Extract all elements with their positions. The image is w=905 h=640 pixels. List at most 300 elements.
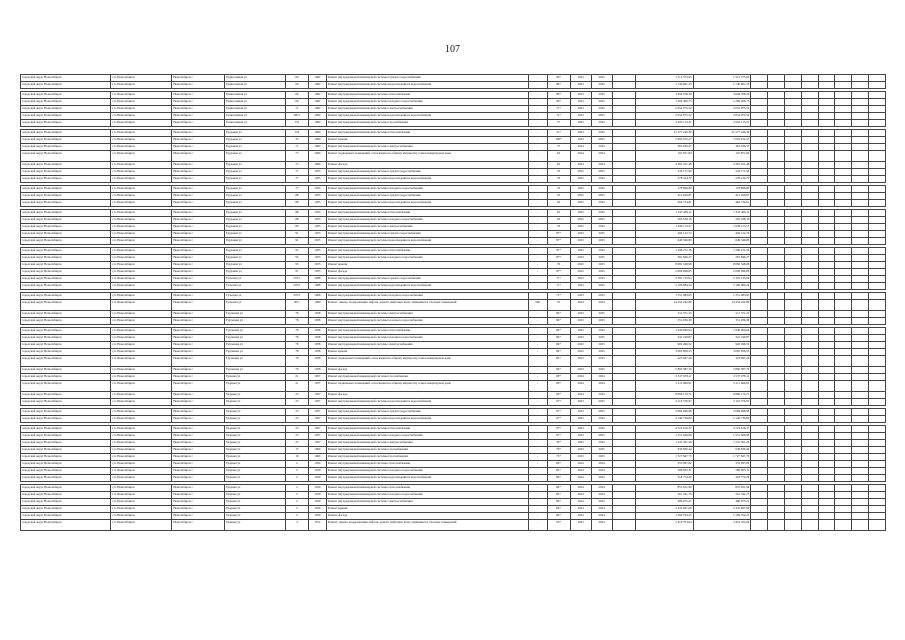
cell-area: - — [528, 130, 547, 137]
cell-empty — [852, 335, 869, 342]
table-row — [21, 399, 886, 406]
cell-empty — [869, 162, 886, 169]
cell-empty — [869, 151, 886, 162]
cell-empty — [835, 392, 852, 399]
cell-end: 2025 — [591, 82, 612, 89]
cell-empty — [869, 224, 886, 231]
cell-empty — [768, 499, 785, 506]
table-row — [21, 120, 886, 127]
cell-area: - — [528, 440, 547, 447]
cell-empty — [835, 433, 852, 440]
cell-empty — [818, 433, 835, 440]
cell-empty — [818, 454, 835, 461]
cell-work: Ремонт внутридомовой инженерной системы электроснабжения — [326, 144, 528, 151]
cell-empty — [801, 262, 818, 269]
cell-city: Новосибирск г — [172, 176, 225, 183]
cell-start: 2025 — [570, 193, 591, 200]
cell-count: 60* — [547, 392, 570, 399]
cell-count: 55 — [547, 193, 570, 200]
cell-house: 73 — [285, 162, 308, 169]
cell-street: Ударная ул — [224, 447, 285, 454]
cell-empty — [835, 454, 852, 461]
cell-empty — [852, 224, 869, 231]
cell-end: 2025 — [591, 311, 612, 318]
cell-empty — [784, 248, 801, 255]
cell-empty — [801, 176, 818, 183]
cell-street: Трудовая ул — [224, 169, 285, 176]
cell-cost: 1 269 406,73 — [635, 99, 693, 106]
cell-count: 71* — [547, 283, 570, 290]
cell-count: 84* — [547, 335, 570, 342]
cell-city: Новосибирск г — [172, 99, 225, 106]
cell-settlement: г.п. Новосибирск — [111, 144, 172, 151]
cell-city: Новосибирск г — [172, 210, 225, 217]
cell-city: Новосибирск г — [172, 300, 225, 311]
cell-end: 2025 — [591, 349, 612, 356]
cell-city: Новосибирск г — [172, 381, 225, 392]
cell-empty — [852, 217, 869, 224]
cell-area: - — [528, 176, 547, 183]
cell-empty — [768, 367, 785, 374]
cell-district: городской округ Новосибирск — [21, 399, 111, 406]
cell-area: - — [528, 433, 547, 440]
cell-empty — [852, 447, 869, 454]
table-row — [21, 300, 886, 311]
cell-work: Ремонт внутридомовой инженерной системы теплоснабжения — [326, 210, 528, 217]
cell-empty — [835, 193, 852, 200]
cell-house: 60 — [285, 82, 308, 89]
cell-empty — [835, 169, 852, 176]
cell-city: Новосибирск г — [172, 374, 225, 381]
cell-empty — [751, 186, 768, 193]
cell-empty — [612, 461, 635, 468]
cell-cost: 423 097,26 — [635, 356, 693, 367]
cell-work: Ремонт крыши — [326, 137, 528, 144]
cell-empty — [612, 447, 635, 454]
cell-empty — [835, 106, 852, 113]
cell-end: 2024 — [591, 144, 612, 151]
cell-empty — [818, 440, 835, 447]
cell-empty — [768, 231, 785, 238]
cell-empty — [801, 374, 818, 381]
cell-empty — [835, 224, 852, 231]
cell-area: - — [528, 293, 547, 300]
cell-empty — [869, 499, 886, 506]
cell-start: 2025 — [570, 217, 591, 224]
table-row — [21, 426, 886, 433]
cell-empty — [784, 433, 801, 440]
cell-year: 1959 — [308, 492, 326, 499]
cell-cost: 1 551 983,63 — [635, 293, 693, 300]
cell-empty — [869, 293, 886, 300]
cell-work: Ремонт внутридомовой инженерной системы электроснабжения — [326, 106, 528, 113]
cell-street: Ударная ул — [224, 392, 285, 399]
cell-empty — [835, 186, 852, 193]
cell-settlement: г.п. Новосибирск — [111, 120, 172, 127]
cell-total: 3 537 978,11 — [693, 374, 751, 381]
cell-end: 2024 — [591, 392, 612, 399]
cell-empty — [612, 416, 635, 423]
cell-district: городской округ Новосибирск — [21, 193, 111, 200]
cell-cost: 2 943 113,21 — [635, 120, 693, 127]
cell-empty — [835, 335, 852, 342]
cell-empty — [784, 269, 801, 276]
cell-empty — [801, 426, 818, 433]
cell-count: 67* — [547, 416, 570, 423]
cell-year: 1959 — [308, 468, 326, 475]
cell-empty — [751, 82, 768, 89]
cell-work: Ремонт внутридомовой инженерной системы теплоснабжения — [326, 248, 528, 255]
cell-total: 1 727 847,73 — [693, 454, 751, 461]
cell-empty — [852, 342, 869, 349]
cell-empty — [801, 113, 818, 120]
cell-city: Новосибирск г — [172, 318, 225, 325]
cell-empty — [818, 186, 835, 193]
cell-empty — [835, 409, 852, 416]
cell-empty — [784, 262, 801, 269]
cell-area: - — [528, 342, 547, 349]
cell-year: 1955 — [308, 193, 326, 200]
cell-year: 1968 — [308, 283, 326, 290]
cell-total: 1 740 601,33 — [693, 82, 751, 89]
cell-settlement: г.п. Новосибирск — [111, 200, 172, 207]
cell-empty — [818, 475, 835, 482]
cell-count: 71* — [547, 276, 570, 283]
cell-end: 2025 — [591, 293, 612, 300]
cell-start: 2024 — [570, 392, 591, 399]
cell-end: 2025 — [591, 231, 612, 238]
cell-street: Ударная ул — [224, 440, 285, 447]
cell-empty — [751, 210, 768, 217]
cell-empty — [784, 328, 801, 335]
cell-district: городской округ Новосибирск — [21, 262, 111, 269]
cell-house: 60 — [285, 75, 308, 82]
cell-empty — [801, 367, 818, 374]
cell-empty — [818, 381, 835, 392]
cell-empty — [612, 328, 635, 335]
cell-count: 84* — [547, 367, 570, 374]
page-number: 107 — [445, 44, 460, 55]
cell-start: 2023 — [570, 399, 591, 406]
cell-empty — [751, 416, 768, 423]
cell-area: - — [528, 248, 547, 255]
cell-district: городской округ Новосибирск — [21, 217, 111, 224]
cell-end: 2025 — [591, 269, 612, 276]
cell-empty — [612, 311, 635, 318]
cell-empty — [768, 392, 785, 399]
cell-empty — [612, 440, 635, 447]
cell-empty — [751, 255, 768, 262]
cell-area: - — [528, 120, 547, 127]
cell-area: - — [528, 499, 547, 506]
cell-total: 281 846,27 — [693, 255, 751, 262]
cell-house: 88 — [285, 210, 308, 217]
cell-city: Новосибирск г — [172, 162, 225, 169]
cell-end: 2024 — [591, 475, 612, 482]
cell-city: Новосибирск г — [172, 392, 225, 399]
cell-empty — [784, 224, 801, 231]
cell-area: - — [528, 475, 547, 482]
cell-empty — [818, 169, 835, 176]
cell-empty — [852, 520, 869, 531]
cell-empty — [835, 328, 852, 335]
cell-street: Трудовая ул — [224, 224, 285, 231]
cell-area: - — [528, 506, 547, 513]
cell-empty — [835, 513, 852, 520]
cell-street: Трудовая ул — [224, 186, 285, 193]
cell-empty — [751, 454, 768, 461]
cell-empty — [784, 255, 801, 262]
cell-start: 2024 — [570, 492, 591, 499]
cell-area: - — [528, 520, 547, 531]
cell-empty — [768, 193, 785, 200]
cell-house: 17 — [285, 447, 308, 454]
cell-empty — [768, 492, 785, 499]
cell-work: Ремонт подвальных помещений, относящихся к общему имуществу в многоквартирном доме — [326, 381, 528, 392]
cell-district: городской округ Новосибирск — [21, 520, 111, 531]
table-row — [21, 468, 886, 475]
cell-empty — [852, 120, 869, 127]
cell-empty — [612, 276, 635, 283]
cell-total: 21 577 246,39 — [693, 130, 751, 137]
cell-empty — [784, 335, 801, 342]
cell-area: - — [528, 92, 547, 99]
cell-area: - — [528, 409, 547, 416]
cell-end: 2025 — [591, 99, 612, 106]
cell-empty — [818, 82, 835, 89]
cell-city: Новосибирск г — [172, 283, 225, 290]
cell-empty — [801, 520, 818, 531]
cell-empty — [818, 217, 835, 224]
cell-street: Тургенева ул — [224, 311, 285, 318]
cell-work: Ремонт внутридомовой инженерной системы горячего водоснабжения — [326, 276, 528, 283]
cell-settlement: г.п. Новосибирск — [111, 381, 172, 392]
cell-district: городской округ Новосибирск — [21, 200, 111, 207]
cell-district: городской округ Новосибирск — [21, 130, 111, 137]
cell-end: 2025 — [591, 276, 612, 283]
cell-work: Ремонт внутридомовой инженерной системы газоснабжения — [326, 374, 528, 381]
table-row — [21, 440, 886, 447]
cell-empty — [869, 447, 886, 454]
cell-empty — [612, 262, 635, 269]
cell-street: Трикотажная ул — [224, 82, 285, 89]
cell-empty — [869, 120, 886, 127]
cell-year: 1957 — [308, 399, 326, 406]
cell-cost: 5 860 387,70 — [635, 367, 693, 374]
cell-empty — [869, 506, 886, 513]
cell-empty — [835, 255, 852, 262]
table-row — [21, 255, 886, 262]
table-body — [21, 75, 886, 531]
cell-empty — [751, 392, 768, 399]
cell-count: 87* — [547, 269, 570, 276]
cell-empty — [751, 506, 768, 513]
cell-street: Трудовая ул — [224, 151, 285, 162]
cell-street: Тургенева ул — [224, 356, 285, 367]
cell-count: 71* — [547, 106, 570, 113]
cell-total: 8 082 548,98 — [693, 262, 751, 269]
cell-count: 84* — [547, 356, 570, 367]
cell-total: 2 140 730,60 — [693, 416, 751, 423]
cell-count: 31* — [547, 130, 570, 137]
cell-cost: 353 097,82 — [635, 461, 693, 468]
cell-empty — [784, 193, 801, 200]
cell-house: 2 — [285, 468, 308, 475]
cell-cost: 351 036,39 — [635, 318, 693, 325]
cell-start: 2024 — [570, 461, 591, 468]
cell-end: 2025 — [591, 217, 612, 224]
cell-cost: 1 209 704,25 — [635, 513, 693, 520]
cell-start: 2024 — [570, 506, 591, 513]
cell-count: 84* — [547, 328, 570, 335]
cell-empty — [751, 169, 768, 176]
cell-year: 1955 — [308, 262, 326, 269]
cell-empty — [801, 151, 818, 162]
cell-cost: 318 774,20 — [635, 475, 693, 482]
cell-cost: 2 106 084,24 — [635, 283, 693, 290]
cell-city: Новосибирск г — [172, 293, 225, 300]
cell-start: 2023 — [570, 318, 591, 325]
cell-area: - — [528, 367, 547, 374]
cell-start: 2023 — [570, 440, 591, 447]
cell-empty — [818, 293, 835, 300]
cell-empty — [751, 217, 768, 224]
cell-empty — [612, 82, 635, 89]
cell-empty — [852, 356, 869, 367]
cell-empty — [835, 176, 852, 183]
cell-empty — [768, 106, 785, 113]
cell-empty — [835, 499, 852, 506]
cell-district: городской округ Новосибирск — [21, 433, 111, 440]
cell-work: Ремонт крыши — [326, 262, 528, 269]
cell-empty — [784, 392, 801, 399]
cell-settlement: г.п. Новосибирск — [111, 231, 172, 238]
cell-end: 2025 — [591, 409, 612, 416]
cell-empty — [612, 499, 635, 506]
cell-district: городской округ Новосибирск — [21, 210, 111, 217]
cell-district: городской округ Новосибирск — [21, 231, 111, 238]
cell-settlement: г.п. Новосибирск — [111, 485, 172, 492]
cell-end: 2025 — [591, 416, 612, 423]
cell-empty — [612, 392, 635, 399]
cell-empty — [784, 75, 801, 82]
cell-count: 89* — [547, 92, 570, 99]
cell-empty — [784, 311, 801, 318]
cell-city: Новосибирск г — [172, 440, 225, 447]
cell-cost: 261 341,75 — [635, 492, 693, 499]
cell-start: 2023 — [570, 433, 591, 440]
cell-empty — [768, 200, 785, 207]
cell-settlement: г.п. Новосибирск — [111, 399, 172, 406]
cell-empty — [869, 349, 886, 356]
cell-house: 77 — [285, 176, 308, 183]
cell-district: городской округ Новосибирск — [21, 106, 111, 113]
cell-district: городской округ Новосибирск — [21, 269, 111, 276]
cell-cost: 1 740 601,33 — [635, 82, 693, 89]
cell-empty — [751, 293, 768, 300]
cell-district: городской округ Новосибирск — [21, 454, 111, 461]
cell-district: городской округ Новосибирск — [21, 447, 111, 454]
cell-empty — [852, 293, 869, 300]
cell-district: городской округ Новосибирск — [21, 367, 111, 374]
cell-district: городской округ Новосибирск — [21, 186, 111, 193]
cell-cost: 2 052 075,52 — [635, 106, 693, 113]
cell-city: Новосибирск г — [172, 193, 225, 200]
cell-work: Ремонт внутридомовой инженерной системы водоотведения и водоснабжения — [326, 283, 528, 290]
cell-count: 76 — [547, 224, 570, 231]
cell-empty — [835, 367, 852, 374]
cell-empty — [612, 255, 635, 262]
cell-total: 2 106 084,24 — [693, 283, 751, 290]
cell-empty — [784, 82, 801, 89]
cell-work: Ремонт внутридомовой инженерной системы электроснабжения — [326, 499, 528, 506]
cell-area: - — [528, 513, 547, 520]
cell-empty — [801, 144, 818, 151]
cell-empty — [784, 99, 801, 106]
table-row — [21, 318, 886, 325]
cell-end: 2025 — [591, 433, 612, 440]
cell-start: 2024 — [570, 513, 591, 520]
cell-empty — [768, 169, 785, 176]
cell-empty — [801, 433, 818, 440]
cell-empty — [784, 409, 801, 416]
cell-empty — [768, 409, 785, 416]
cell-empty — [801, 499, 818, 506]
cell-work: Ремонт внутридомовой инженерной системы горячего водоснабжения — [326, 193, 528, 200]
cell-total: 3 116 576,97 — [693, 399, 751, 406]
cell-empty — [612, 356, 635, 367]
cell-count: 84* — [547, 513, 570, 520]
cell-year: 1964 — [308, 120, 326, 127]
cell-end: 2025 — [591, 176, 612, 183]
cell-house: 2 — [285, 506, 308, 513]
cell-empty — [784, 293, 801, 300]
cell-district: городской округ Новосибирск — [21, 238, 111, 245]
cell-empty — [818, 392, 835, 399]
cell-area: - — [528, 162, 547, 169]
cell-street: Трудовая ул — [224, 193, 285, 200]
cell-start: 2024 — [570, 475, 591, 482]
cell-city: Новосибирск г — [172, 499, 225, 506]
cell-empty — [768, 454, 785, 461]
cell-total: 494 122,74 — [693, 231, 751, 238]
cell-settlement: г.п. Новосибирск — [111, 217, 172, 224]
cell-empty — [801, 328, 818, 335]
cell-empty — [869, 176, 886, 183]
cell-cost: 8 890 170,71 — [635, 392, 693, 399]
cell-total: 3 694 708,30 — [693, 92, 751, 99]
cell-empty — [801, 162, 818, 169]
table-row — [21, 144, 886, 151]
cell-year: 1958 — [308, 342, 326, 349]
cell-empty — [869, 300, 886, 311]
cell-city: Новосибирск г — [172, 513, 225, 520]
cell-settlement: г.п. Новосибирск — [111, 328, 172, 335]
cell-area: - — [528, 426, 547, 433]
cell-empty — [801, 381, 818, 392]
cell-empty — [801, 269, 818, 276]
cell-empty — [852, 392, 869, 399]
cell-work: Ремонт внутридомовой инженерной системы электроснабжения — [326, 311, 528, 318]
cell-house: 23 — [285, 426, 308, 433]
cell-house: 23 — [285, 433, 308, 440]
cell-city: Новосибирск г — [172, 328, 225, 335]
cell-work: Ремонт внутридомовой инженерной системы горячего водоснабжения — [326, 75, 528, 82]
cell-settlement: г.п. Новосибирск — [111, 193, 172, 200]
cell-settlement: г.п. Новосибирск — [111, 224, 172, 231]
cell-empty — [768, 120, 785, 127]
cell-empty — [612, 506, 635, 513]
